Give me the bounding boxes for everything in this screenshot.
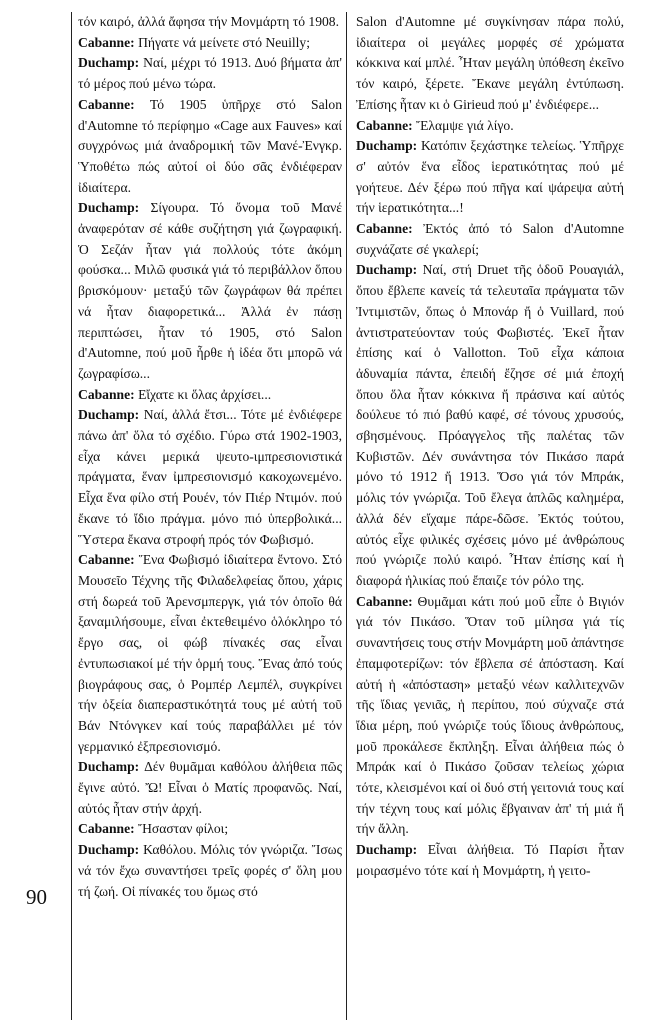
dialogue-paragraph — [356, 136, 624, 219]
paragraph-text: Ναί, ἀλλά ἔτσι... Τότε μέ ἐνδιέφερε πάνω ἀπ' ὅλα τό σχέδιο. Γύρω στά 1902-1903, εἶχα κάνει μερικά ψευτο-ιμπρεσιονιστικά πράγματα, ἕναν ἰμπρεσιονισμό κακοχωνεμένο. Εἶχα ἕνα φίλο στή Ρουέν, τόν Πιέρ Ντιμόν. πού ἔκανε τό ἴδιο πράγμα. μόνο πιό ὑπερβολικά... Ὕστερα ἔκανα στροφή πρός τόν Φωβισμό. — [78, 407, 342, 547]
paragraph-text: Σίγουρα. Τό ὄνομα τοῦ Μανέ ἀναφερόταν σέ κάθε συζήτηση γιά ζωγραφική. Ὁ Σεζάν ἦταν γιά πολλούς τότε ἀκόμη φούσκα... Μιλῶ φυσικά γιά τό περιβάλλον ὅπου βρισκόμουν· μεταξύ τῶν ζωγράφων θά πρέπει νά ἦταν διαφορετικά... Ἀλλά ἐν πάσῃ περιπτώσει, ἦταν τό 1905, στό Salon d'Automne, πού μοῦ ἦρθε ἡ ἰδέα ὅτι μπορῶ νά ζωγραφίσω... — [78, 200, 343, 381]
speaker-label: Duchamp: — [78, 55, 140, 71]
dialogue-paragraph — [356, 12, 624, 116]
dialogue-paragraph — [78, 95, 342, 199]
dialogue-paragraph — [356, 260, 624, 591]
dialogue-paragraph — [78, 33, 342, 54]
paragraph-text: Καθόλου. Μόλις τόν γνώριζα. Ἴσως νά τόν ἔχω συναντήσει τρεῖς φορές σ' ὅλη μου τή ζωή. Οἱ πίνακές του ὅμως στό — [78, 842, 342, 899]
paragraph-text: Δέν θυμᾶμαι καθόλου ἀλήθεια πῶς ἔγινε αὐτό. Ὤ! Εἶναι ὁ Ματίς προφανῶς. Ναί, αὐτός ἦταν στήν ἀρχή. — [78, 759, 342, 816]
speaker-label: Duchamp: — [78, 759, 140, 775]
paragraph-text: Salon d'Automne μέ συγκίνησαν πάρα πολύ, ἰδιαίτερα οἱ μεγάλες μορφές σέ χρώματα κόκκινα καί μπλέ. Ἦταν μεγάλη ὑπόθεση ἐκεῖνο τόν καιρό, ξέρετε. Ἔκανε μεγάλη ἐντύπωση. Ἐπίσης ἦταν κι ὁ Girieud πού μ' ἐνδιέφερε... — [356, 14, 624, 112]
paragraph-text: Ναί, στή Druet τῆς ὁδοῦ Ρουαγιάλ, ὅπου ἔβλεπε κανείς τά τελευταῖα πράγματα τῶν Ἰντιμιστῶν, ὅπως ὁ Μπονάρ ἤ ὁ Vuillard, πού ἀντιστρατεύονταν τούς Φωβιστές. Ἐκεῖ ἦταν ἐπίσης καί ὁ Vallotton. Τοῦ εἶχα κάποια ἀδυναμία πάντα, ἐπειδή ἔζησε σέ μιά ἐποχή ὅπου ὅλα ἦταν κόκκινα ἤ πράσινα καί αὐτός δούλευε τό πιό βαθύ καφέ, σέ τόνους χρυσούς, σβησμένους. Πρόαγγελος τῆς παλέτας τῶν Κυβιστῶν. Δέν συνάντησα τόν Πικάσο παρά μόνο τό 1912 ἤ 1913. Ὅσο γιά τόν Μπράκ, μόλις τόν γνώριζα. Τοῦ ἔλεγα ἁπλῶς καλημέρα, ἀλλά δέν εἴχαμε πάρε-δῶσε. Ἐκτός τούτου, αὐτός εἶχε φιλικές σχέσεις μόνο μέ ἀνθρώπους πού γνώριζε πολύ καιρό. Ἦταν ἐπίσης καί ἡ διαφορά ἡλικίας πού ἔπαιζε τόν ρόλο της. — [356, 262, 624, 588]
paragraph-text: τόν καιρό, ἀλλά ἄφησα τήν Μονμάρτη τό 1908. — [78, 14, 339, 29]
dialogue-paragraph — [78, 198, 342, 384]
dialogue-paragraph — [78, 550, 342, 757]
paragraph-text: Εἶναι ἀλήθεια. Τό Παρίσι ἦταν μοιρασμένο τότε καί ἡ Μονμάρτη, ἡ γειτο- — [356, 842, 624, 878]
left-column-rule — [71, 12, 72, 1020]
speaker-label: Cabanne: — [356, 593, 413, 609]
page-number: 90 — [26, 885, 47, 909]
paragraph-text: Ἔλαμψε γιά λίγο. — [416, 117, 514, 133]
paragraph-text: Πήγατε νά μείνετε στό Neuilly; — [138, 34, 310, 50]
paragraph-text: Θυμᾶμαι κάτι πού μοῦ εἶπε ὁ Βιγιόν γιά τόν Πικάσο. Ὅταν τοῦ μίλησα γιά τίς συναντήσεις τους στήν Μονμάρτη μοῦ ἀπάντησε ἐπαμφοτερίζων: τόν ἔβλεπα σέ ἀπόσταση. Καί αὐτή ἡ «ἀπόσταση» μεταξύ νέων καλλιτεχνῶν τῆς ἴδιας γενιᾶς, ἡ περίπου, πού σύχναζε στά ἴδια μέρη, πού γνώριζε τούς ἴδιους ἀνθρώπους, μοῦ προκάλεσε ἔκπληξη. Εἶναι ἀλήθεια πώς ὁ Μπράκ καί ὁ Πικάσο ζοῦσαν τελείως χώρια τότε, κλεισμένοι καί οἱ δυό στή γειτονιά τους καί τήν τέχνη τους καί μόλις ἔβγαιναν ἀπ' τή μιά ἤ τήν ἄλλη. — [356, 593, 625, 837]
dialogue-paragraph — [78, 53, 342, 94]
speaker-label: Duchamp: — [356, 842, 418, 858]
dialogue-paragraph — [356, 116, 624, 137]
dialogue-paragraph — [78, 819, 342, 840]
dialogue-paragraph — [356, 840, 624, 881]
speaker-label: Duchamp: — [78, 842, 140, 858]
paragraph-text: Κατόπιν ξεχάστηκε τελείως. Ὑπῆρχε σ' αὐτόν ἕνα εἶδος ἱερατικότητας πού μέ γοήτευε. Δέν ξέρω πού πῆγα καί ψάρεψα αὐτή τήν ἱερατικότητα...! — [356, 138, 624, 216]
speaker-label: Cabanne: — [356, 221, 413, 237]
paragraph-text: Ἕνα Φωβισμό ἰδιαίτερα ἔντονο. Στό Μουσεῖο Τέχνης τῆς Φιλαδελφείας ὅπου, χάρις στή δωρεά τοῦ Ἀρενσμπεργκ, γιά τόν ὁποῖο θά ξαναμιλήσουμε, εἶναι ἐκτεθειμένο ὁλόκληρο τό ἔργο σας, οἱ φώβ πίνακές σας εἶναι ἐντυπωσιακοί μέ τήν ὁρμή τους. Ἕνας ἀπό τούς βιογράφους σας, ὁ Ρομπέρ Λεμπέλ, συγκρίνει τήν ὀξεία διαπεραστικότητά τους μέ αὐτή τοῦ Βάν Ντόνγκεν καί τούς παραβάλλει μέ τόν γερμανικό ἐξπρεσιονισμό. — [78, 552, 343, 754]
dialogue-paragraph — [78, 840, 342, 902]
dialogue-paragraph — [78, 757, 342, 819]
dialogue-paragraph — [78, 405, 342, 550]
speaker-label: Cabanne: — [78, 96, 135, 112]
speaker-label: Duchamp: — [78, 200, 140, 216]
paragraph-text: Τό 1905 ὑπῆρχε στό Salon d'Automne τό περίφημο «Cage aux Fauves» καί συγχρόνως μιά ἀναδρομική τῶν Μανέ-Ἐνγκρ. Ὑποθέτω πώς αὐτοί οἱ δύο σᾶς ἐνδιέφεραν ἰδιαίτερα. — [78, 96, 342, 195]
speaker-label: Cabanne: — [78, 821, 135, 837]
speaker-label: Cabanne: — [78, 552, 135, 568]
column-divider-rule — [346, 12, 347, 1020]
speaker-label: Cabanne: — [78, 386, 135, 402]
paragraph-text: Ναί, μέχρι τό 1913. Δυό βήματα ἀπ' τό μέρος πού μένω τώρα. — [78, 55, 342, 92]
dialogue-paragraph — [78, 12, 342, 33]
speaker-label: Duchamp: — [356, 138, 418, 154]
speaker-label: Duchamp: — [78, 407, 140, 423]
right-column — [356, 12, 624, 882]
speaker-label: Cabanne: — [78, 34, 135, 50]
dialogue-paragraph — [356, 592, 624, 840]
paragraph-text: Ἤσασταν φίλοι; — [138, 821, 229, 837]
dialogue-paragraph — [356, 219, 624, 260]
speaker-label: Duchamp: — [356, 262, 418, 278]
dialogue-paragraph — [78, 385, 342, 406]
paragraph-text: Εἴχατε κι ὅλας ἀρχίσει... — [138, 386, 272, 402]
paragraph-text: Ἐκτός ἀπό τό Salon d'Automne συχνάζατε σέ γκαλερί; — [356, 221, 624, 257]
left-column — [78, 12, 342, 902]
speaker-label: Cabanne: — [356, 117, 413, 133]
